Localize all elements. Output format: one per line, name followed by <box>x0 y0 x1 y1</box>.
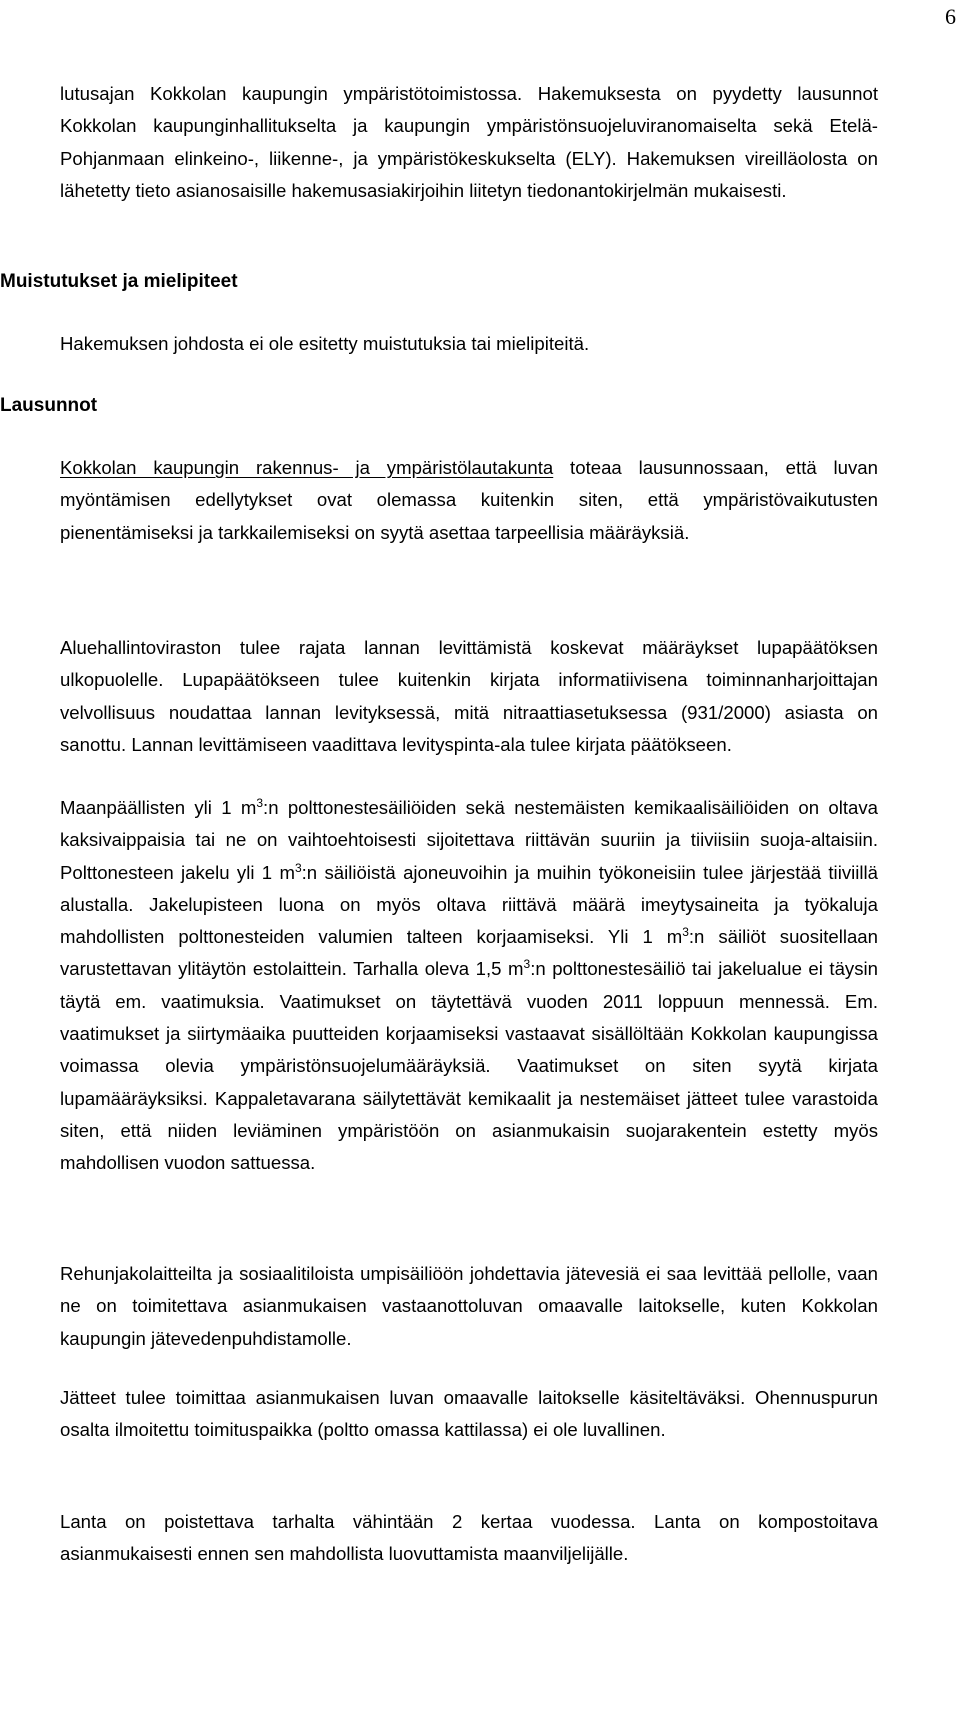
muistutukset-paragraph: Hakemuksen johdosta ei ole esitetty muistutuksia tai mielipiteitä. <box>60 333 590 354</box>
superscript: 3 <box>256 796 264 810</box>
lausunnot-paragraph-4: Rehunjakolaitteilta ja sosiaalitiloista umpisäiliöön johdettavia jätevesiä ei saa levittää pellolle, vaan ne on toimitettava asianmukaisen vastaanottoluvan omaavalle laitokselle, kuten Kokkolan kaupungin jätevedenpuhdistamolle. <box>60 1263 878 1349</box>
lausunnot-paragraph-1 <box>60 452 878 549</box>
intro-paragraph: lutusajan Kokkolan kaupungin ympäristötoimistossa. Hakemuksesta on pyydetty lausunnot Kokkolan kaupunginhallitukselta ja kaupungin ympäristönsuojeluviranomaiselta sekä Etelä-Pohjanmaan elinkeino-, liikenne-, ja ympäristökeskukselta (ELY). Hakemuksen vireilläolosta on lähetetty tieto asianosaisille hakemusasiakirjoihin liitetyn tiedonantokirjelmän mukaisesti. <box>60 83 878 201</box>
paragraph-text: :n polttonestesäiliö tai jakelualue ei täysin täytä em. vaatimuksia. Vaatimukset on täytettävä vuoden 2011 loppuun mennessä. Em. vaatimukset ja siirtymäaika puutteiden korjaamiseksi vastaavat sisällöltään Kokkolan kaupungissa voimassa olevia ympäristönsuojelumääräyksiä. Vaatimukset on siten syytä kirjata lupamääräyksiksi. Kappaletavarana säilytettävät kemikaalit ja nestemäiset jätteet tulee varastoida siten, että niiden leviäminen ympäristöön on asianmukaisin suojarakentein estetty myös mahdollisen vuodon sattuessa. <box>60 958 878 1174</box>
lausunnot-paragraph-2: Aluehallintoviraston tulee rajata lannan levittämistä koskevat määräykset lupapäätöksen ulkopuolelle. Lupapäätökseen tulee kuitenkin kirjata informatiivisena toiminnanharjoittajan velvollisuus noudattaa lannan levityksessä, mitä nitraattiasetuksessa (931/2000) asiasta on sanottu. Lannan levittämiseen vaadittava levityspinta-ala tulee kirjata päätökseen. <box>60 637 878 755</box>
superscript: 3 <box>682 925 689 940</box>
superscript: 3 <box>294 860 302 875</box>
heading-muistutukset: Muistutukset ja mielipiteet <box>0 271 238 292</box>
paragraph-text: Maanpäällisten yli 1 m <box>60 797 257 818</box>
lausunnot-paragraph-6: Lanta on poistettava tarhalta vähintään 2 kertaa vuodessa. Lanta on kompostoitava asianmukaisesti ennen sen mahdollista luovuttamista maanviljelijälle. <box>60 1511 878 1565</box>
paragraph-text: :n säiliöistä ajoneuvoihin ja muihin työkoneisiin tulee järjestää tiiviillä alustalla. Jakelupisteen luona on myös oltava riittävä määrä imeytysaineita ja työkaluja mahdollisten polttonesteiden valumien talteen korjaamiseksi. Yli 1 m <box>60 861 878 948</box>
paragraph-text: toteaa lausunnossaan, että luvan myöntämisen edellytykset ovat olemassa kuitenkin siten, että ympäristövaikutusten pienentämiseksi ja tarkkailemiseksi on syytä asettaa tarpeellisia määräyksiä. <box>60 457 878 543</box>
lausunnot-paragraph-5: Jätteet tulee toimittaa asianmukaisen luvan omaavalle laitokselle käsiteltäväksi. Ohennuspurun osalta ilmoitettu toimituspaikka (poltto omassa kattilassa) ei ole luvallinen. <box>60 1387 878 1441</box>
page-number: 6 <box>945 4 956 29</box>
paragraph-text: :n säiliöt suositellaan varustettavan ylitäytön estolaittein. Tarhalla oleva 1,5 m <box>60 926 878 980</box>
authority-name: Kokkolan kaupungin rakennus- ja ympäristölautakunta <box>60 457 554 478</box>
paragraph-text: :n polttonestesäiliöiden sekä nestemäisten kemikaalisäiliöiden on oltava kaksivaippaisia tai ne on vaihtoehtoisesti sijoitettava riittävän suuriin ja tiiviisiin suoja-altaisiin. Polttonesteen jakelu yli 1 m <box>60 797 878 883</box>
superscript: 3 <box>523 957 531 972</box>
heading-lausunnot: Lausunnot <box>0 395 98 416</box>
lausunnot-paragraph-3 <box>60 792 878 1180</box>
